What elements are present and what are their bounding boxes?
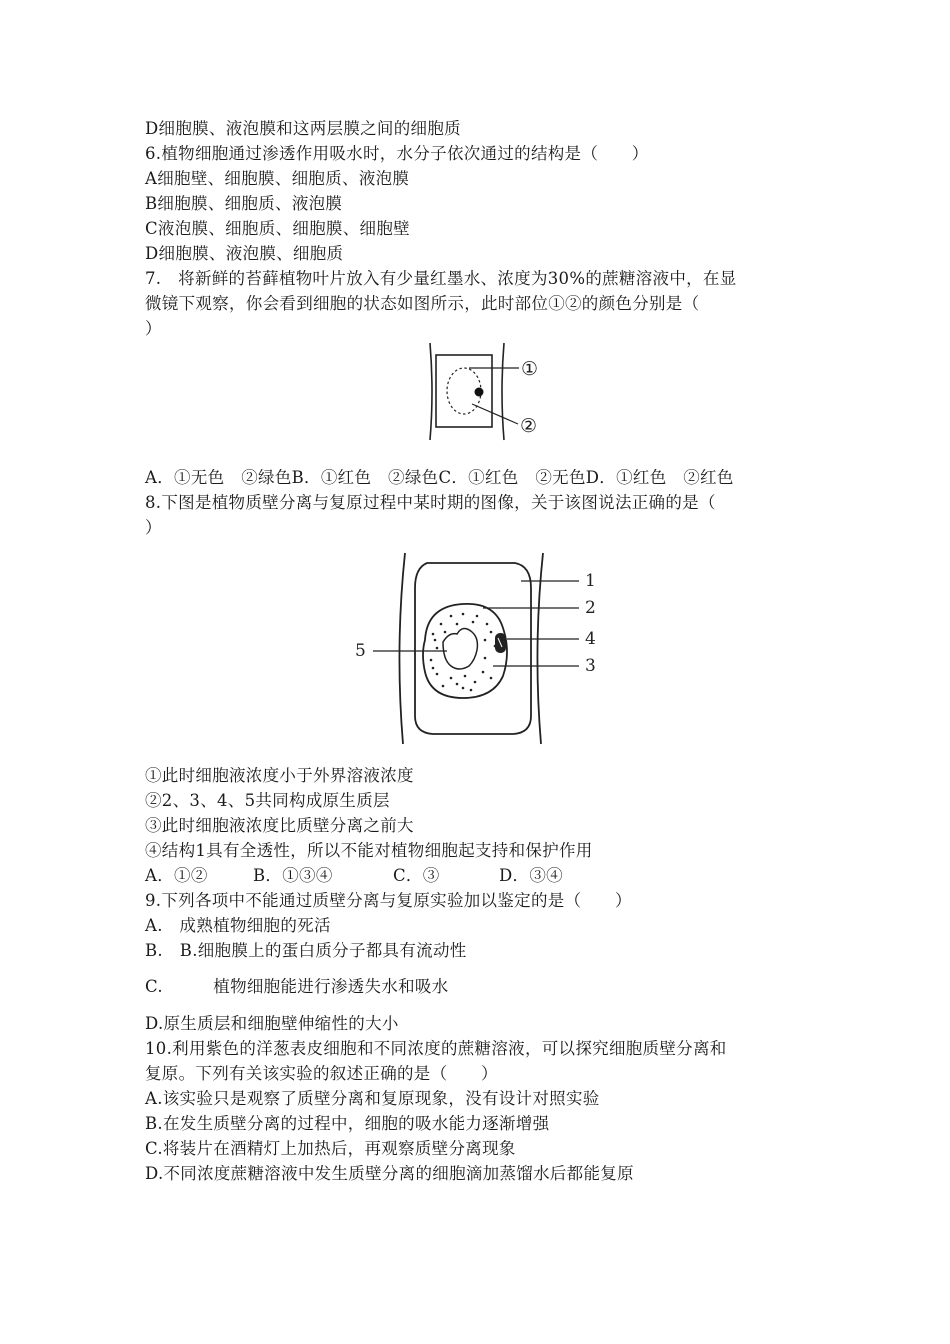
q7-label-2: ② <box>520 415 538 437</box>
q10-stem-line-2: 复原。下列有关该实验的叙述正确的是（ ） <box>145 1064 498 1083</box>
q8-label-1: 1 <box>585 571 596 591</box>
q7-label-1: ① <box>521 358 539 380</box>
q7-pointer-2 <box>472 404 518 424</box>
q5-option-d: D细胞膜、液泡膜和这两层膜之间的细胞质 <box>145 119 461 138</box>
q8-label-2: 2 <box>585 598 596 618</box>
q10-option-b: B.在发生质壁分离的过程中，细胞的吸水能力逐渐增强 <box>145 1114 550 1133</box>
q8-wall-left-outer <box>399 553 405 744</box>
q9-option-b: B. B.细胞膜上的蛋白质分子都具有流动性 <box>145 941 467 960</box>
q7-stem-line-1: 7. 将新鲜的苔藓植物叶片放入有少量红墨水、浓度为30%的蔗糖溶液中，在显 <box>145 269 737 288</box>
q8-label-5: 5 <box>355 641 366 661</box>
q7-stem-line-2: 微镜下观察，你会看到细胞的状态如图所示，此时部位①②的颜色分别是（ <box>145 294 700 313</box>
q10-stem-line-1: 10.利用紫色的洋葱表皮细胞和不同浓度的蔗糖溶液，可以探究细胞质壁分离和 <box>145 1039 727 1058</box>
q8-stem-line-2: ） <box>145 518 162 537</box>
q7-cell-wall-left <box>430 343 432 440</box>
q7-option-c: C．①红色 ②无色 <box>438 468 586 487</box>
q9-option-c: C. 植物细胞能进行渗透失水和吸水 <box>145 977 449 996</box>
q8-vacuole <box>443 628 477 669</box>
q8-options <box>145 865 563 887</box>
q10-option-c: C.将装片在酒精灯上加热后，再观察质壁分离现象 <box>145 1139 516 1158</box>
q8-cell-figure <box>345 548 615 748</box>
q9-option-a: A. 成熟植物细胞的死活 <box>145 916 331 935</box>
q8-statement-3: ③此时细胞液浓度比质壁分离之前大 <box>145 816 414 835</box>
q7-cell-figure <box>420 340 560 445</box>
q10-option-d: D.不同浓度蔗糖溶液中发生质壁分离的细胞滴加蒸馏水后都能复原 <box>145 1164 634 1183</box>
q8-option-b: B．①③④ <box>253 866 333 885</box>
q7-options <box>145 467 734 489</box>
q8-statement-1: ①此时细胞液浓度小于外界溶液浓度 <box>145 766 414 785</box>
q7-nucleus <box>475 388 484 397</box>
q8-statement-4: ④结构1具有全透性，所以不能对植物细胞起支持和保护作用 <box>145 841 593 860</box>
q8-label-4: 4 <box>585 629 596 649</box>
q8-cell-wall <box>415 563 531 734</box>
q8-wall-right-outer <box>537 553 543 744</box>
q6-option-b: B细胞膜、细胞质、液泡膜 <box>145 194 343 213</box>
q6-option-d: D细胞膜、液泡膜、细胞质 <box>145 244 344 263</box>
q8-statement-2: ②2、3、4、5共同构成原生质层 <box>145 791 390 810</box>
q9-option-d: D.原生质层和细胞壁伸缩性的大小 <box>145 1014 399 1033</box>
q8-stem-line-1: 8.下图是植物质壁分离与复原过程中某时期的图像，关于该图说法正确的是（ <box>145 493 716 512</box>
q8-label-3: 3 <box>585 656 596 676</box>
q8-option-c: C．③ <box>393 866 440 885</box>
q7-option-a: A．①无色 ②绿色 <box>145 468 292 487</box>
q7-stem-line-3: ） <box>145 319 162 338</box>
q6-option-c: C液泡膜、细胞质、细胞膜、细胞壁 <box>145 219 410 238</box>
q6-stem: 6.植物细胞通过渗透作用吸水时，水分子依次通过的结构是（ ） <box>145 144 649 163</box>
q9-stem: 9.下列各项中不能通过质壁分离与复原实验加以鉴定的是（ ） <box>145 891 632 910</box>
q6-option-a: A细胞壁、细胞膜、细胞质、液泡膜 <box>145 169 410 188</box>
q8-option-a: A．①② <box>145 866 208 885</box>
q7-option-b: B．①红色 ②绿色 <box>291 468 439 487</box>
q8-cytoplasm-dots <box>430 613 497 692</box>
q10-option-a: A.该实验只是观察了质壁分离和复原现象，没有设计对照实验 <box>145 1089 600 1108</box>
q7-option-d: D．①红色 ②红色 <box>585 468 734 487</box>
q8-option-d: D．③④ <box>499 866 563 885</box>
q7-cell-membrane <box>436 355 492 427</box>
q7-cell-wall-right <box>502 343 504 440</box>
